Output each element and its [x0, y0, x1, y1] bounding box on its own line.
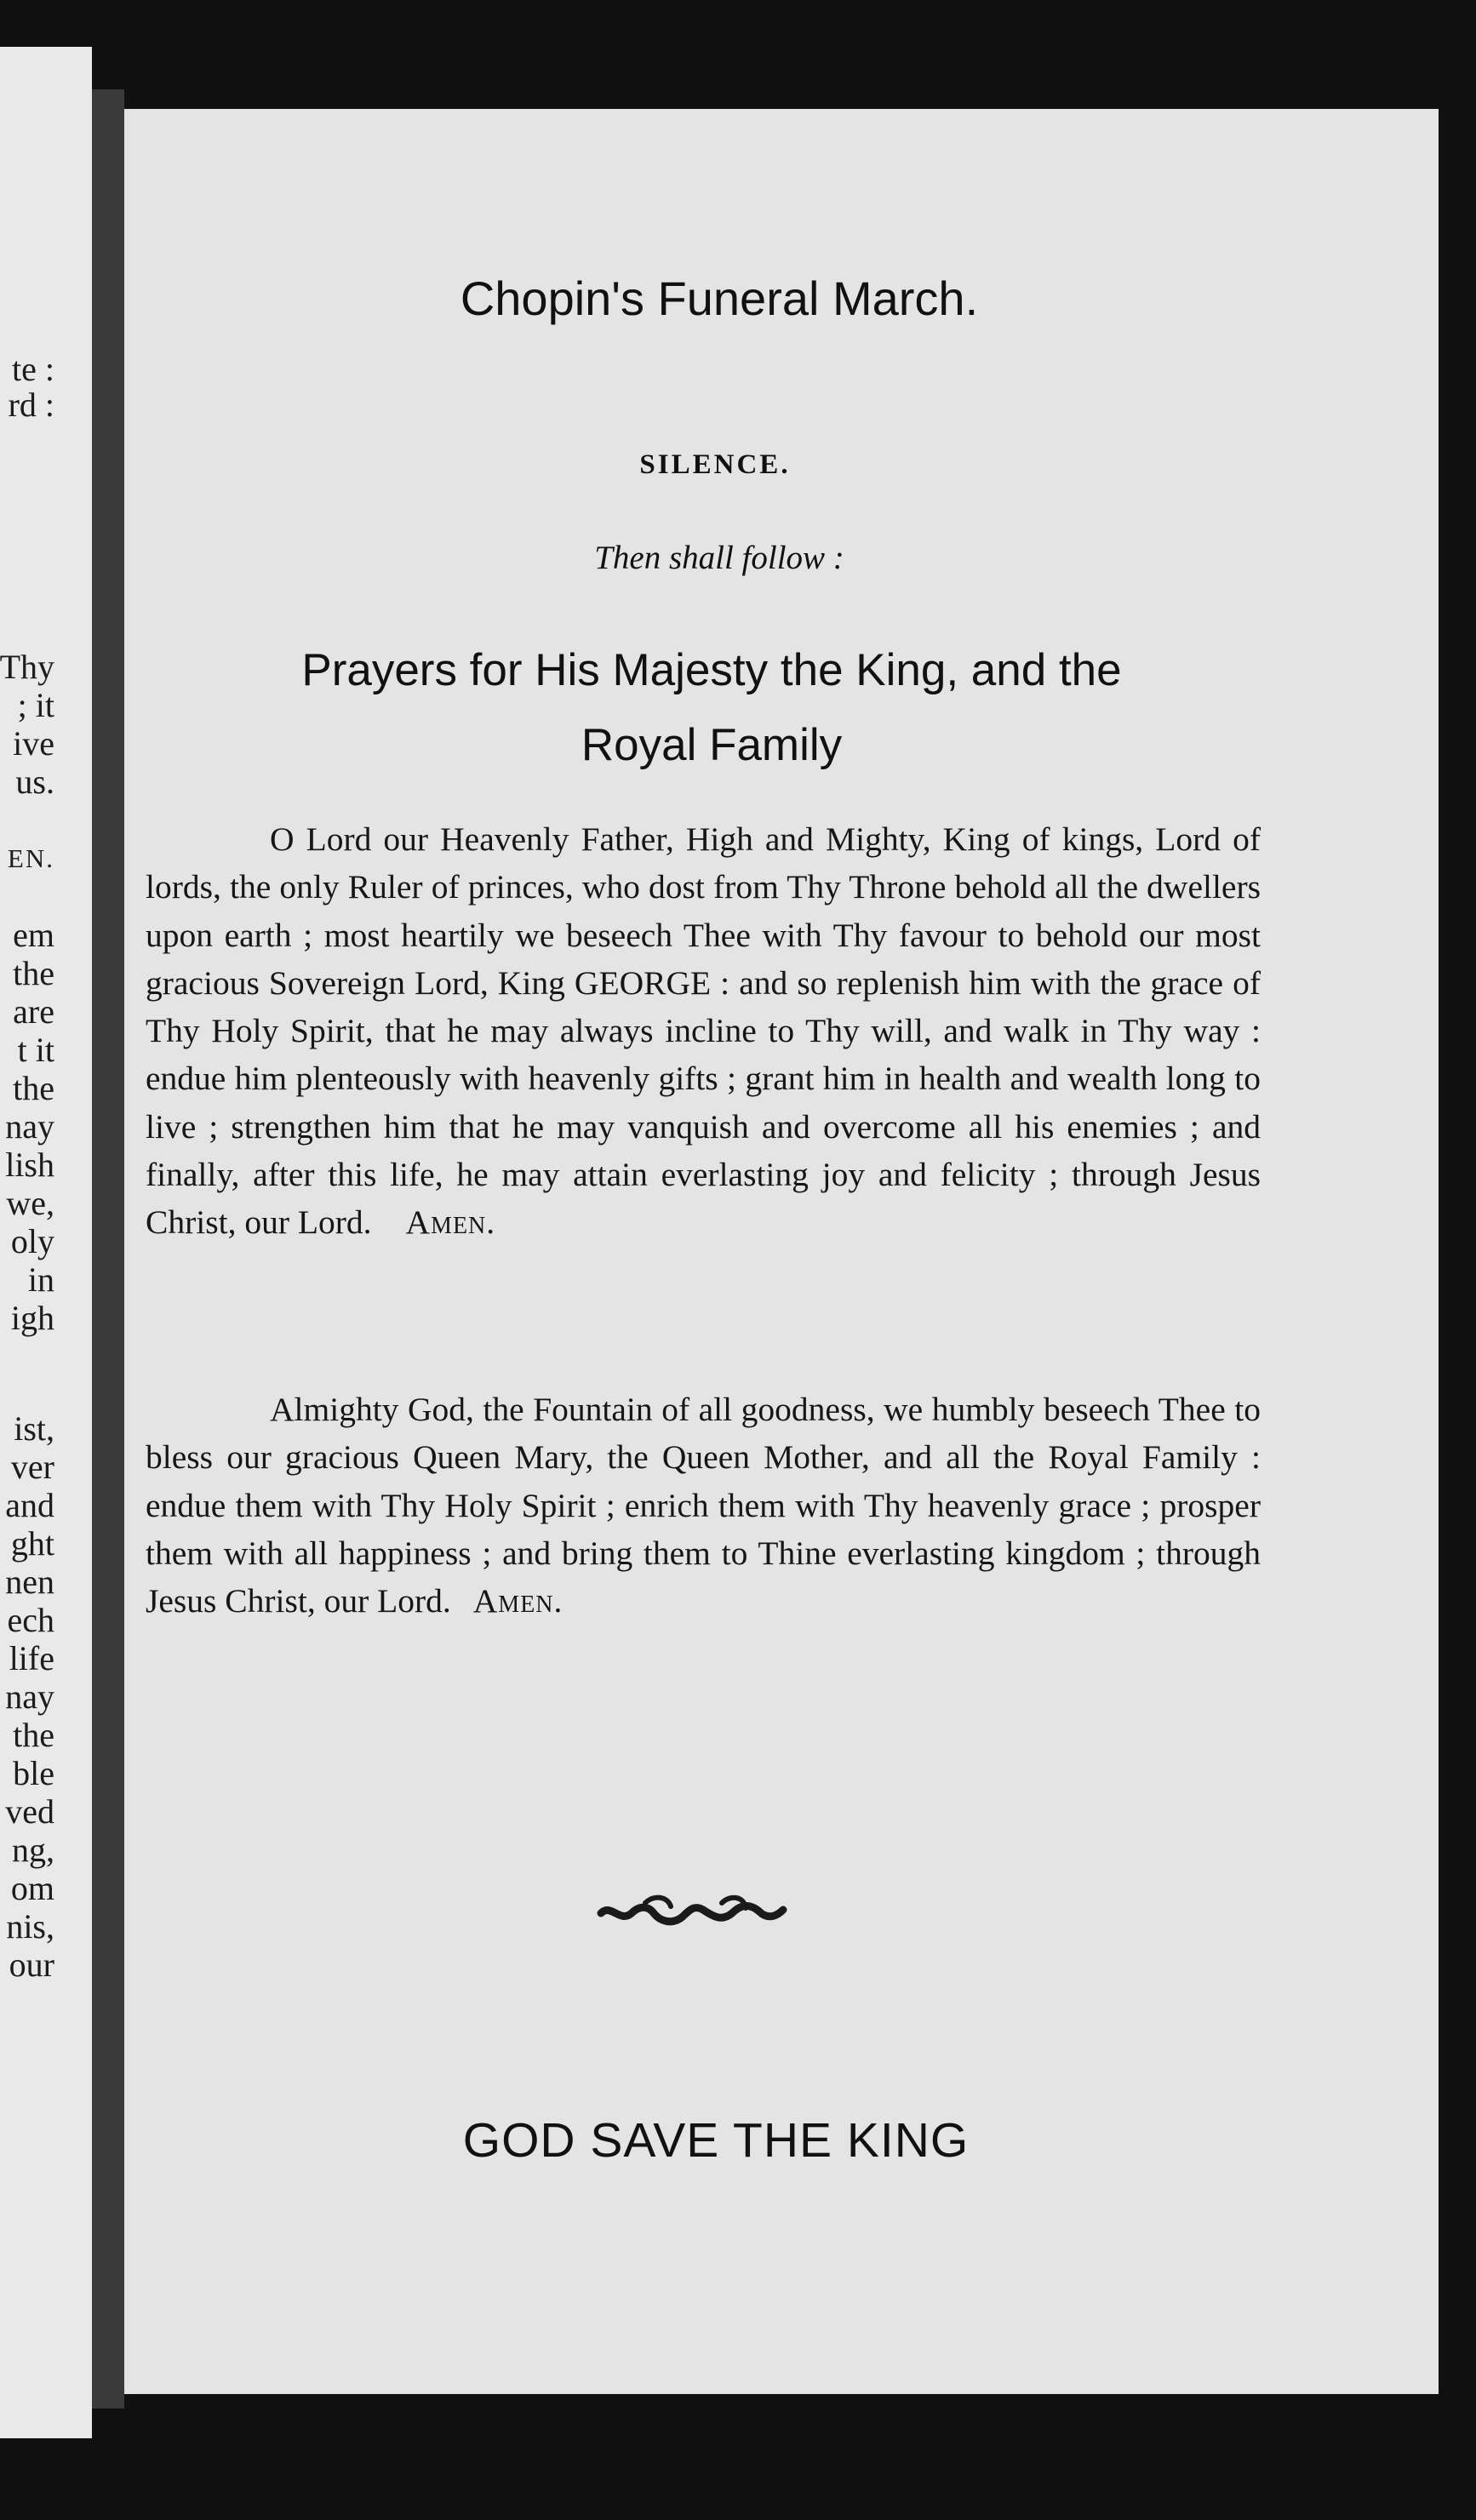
left-page-text-fragment: the [13, 1069, 54, 1107]
left-page-text-fragment: ech [7, 1601, 54, 1639]
prayer-text: O Lord our Heavenly Father, High and Mighty, King of kings, Lord of lords, the only Ruler of princes, who dost from Thy Throne behold all the dwellers upon earth ; most heartily we beseech Thee with Thy favour to behold our most gracious Sovereign Lord, King GEORGE : and so replenish him with the grace of Thy Holy Spirit, that he may always incline to Thy will, and walk in Thy way : endue him plenteously with heavenly gifts ; grant him in health and wealth long to live ; strengthen him that he may vanquish and overcome all his enemies ; and finally, after this life, he may attain everlasting joy and felicity ; through Jesus Christ, our Lord. [146, 820, 1261, 1242]
rubric-then-shall-follow: Then shall follow : [594, 540, 844, 576]
silence-heading: SILENCE. [639, 449, 791, 480]
left-page-text-fragment: em [13, 916, 54, 954]
amen-label: Amen. [472, 1582, 564, 1620]
left-page-text-fragment: in [27, 1260, 54, 1299]
closing-line: GOD SAVE THE KING [462, 2113, 970, 2168]
left-page-text-fragment: ver [10, 1448, 54, 1486]
left-page-text-fragment: ist, [14, 1409, 54, 1448]
left-page-text-fragment: and [5, 1486, 54, 1524]
left-page-text-fragment: us. [15, 763, 54, 801]
prayer-for-the-king [146, 815, 1261, 1247]
prayer-for-royal-family [146, 1386, 1261, 1625]
left-page-text-fragment: nen [5, 1563, 54, 1601]
left-page-edge [0, 47, 92, 2438]
left-page-text-fragment: life [9, 1639, 54, 1677]
left-page-text-fragment: we, [6, 1184, 54, 1222]
left-page-text-fragment: lish [5, 1146, 54, 1184]
left-page-text-fragment: te : [12, 350, 54, 388]
left-page-text-fragment: EN. [7, 843, 54, 873]
left-page-text-fragment: om [10, 1869, 54, 1907]
left-page-text-fragment: rd : [8, 386, 54, 424]
prayers-heading: Prayers for His Majesty the King, and the Royal Family [301, 645, 1122, 770]
left-page-text-fragment: nay [5, 1677, 54, 1716]
left-page-text-fragment: t it [17, 1031, 54, 1069]
left-page-text-fragment: are [13, 992, 54, 1031]
left-page-text-fragment: ng, [12, 1831, 54, 1869]
left-page-text-fragment: the [13, 1716, 54, 1754]
left-page-text-fragment: ive [13, 724, 54, 763]
left-page-text-fragment: oly [10, 1222, 54, 1260]
left-page-text-fragment: Thy [0, 648, 54, 686]
page [124, 109, 1439, 2394]
page-title: Chopin's Funeral March. [460, 271, 979, 325]
left-page-text-fragment: ble [13, 1754, 54, 1792]
amen-label: Amen. [405, 1203, 496, 1242]
left-page-text-fragment: igh [10, 1299, 54, 1337]
decorative-scroll-icon [594, 1888, 790, 1939]
prayer-text: Almighty God, the Fountain of all goodness, we humbly beseech Thee to bless our gracious Queen Mary, the Queen Mother, and all the Royal Family : endue them with Thy Holy Spirit ; enrich them with Thy heavenly grace ; prosper them with all happiness ; and bring them to Thine everlasting kingdom ; through Jesus Christ, our Lord. [146, 1391, 1261, 1620]
left-page-text-fragment: ; it [17, 686, 54, 724]
left-page-text-fragment: our [9, 1946, 54, 1984]
left-page-text-fragment: the [13, 954, 54, 992]
left-page-text-fragment: nis, [6, 1907, 54, 1946]
left-page-text-fragment: ved [5, 1792, 54, 1831]
book-spine [92, 89, 124, 2409]
left-page-text-fragment: nay [5, 1107, 54, 1146]
left-page-text-fragment: ght [10, 1524, 54, 1563]
